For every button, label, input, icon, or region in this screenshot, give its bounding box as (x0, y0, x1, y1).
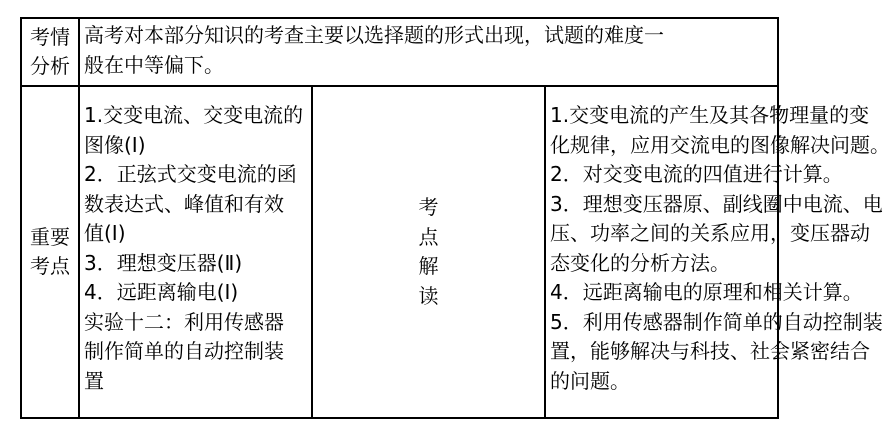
interpretation-line: 压、功率之间的关系应用，变压器动 (550, 221, 870, 245)
label-exam-analysis (21, 18, 79, 86)
row-key-points (21, 86, 778, 418)
content-line: 高考对本部分知识的考查主要以选择题的形式出现，试题的难度一 (84, 23, 664, 47)
content-line: 般在中等偏下。 (84, 52, 224, 77)
interpretation-line: 置，能够解决与科技、社会紧密结合 (550, 339, 870, 363)
label-point-interpretation (312, 86, 545, 418)
label-line: 重要 (30, 224, 70, 249)
sub-label-char: 读 (418, 283, 439, 308)
sub-label-char: 点 (418, 224, 439, 249)
key-point-line: 制作简单的自动控制装 (84, 339, 284, 363)
interpretation-line: 1.交变电流的产生及其各物理量的变 (550, 103, 870, 127)
row-exam-analysis (21, 18, 778, 86)
key-point-line: 2．正弦式交变电流的函 (84, 162, 297, 186)
label-line: 考点 (30, 254, 70, 278)
exam-analysis-table (20, 17, 890, 419)
label-key-points (21, 86, 79, 418)
label-line: 考情 (30, 24, 70, 49)
key-point-line: 3．理想变压器(Ⅱ) (84, 250, 243, 275)
interpretation-line: 的问题。 (550, 368, 630, 393)
key-point-line: 置 (84, 368, 104, 393)
sub-label-char: 考 (418, 195, 439, 219)
key-point-line: 数表达式、峰值和有效 (84, 191, 284, 216)
key-point-line: 图像(Ⅰ) (84, 132, 146, 157)
label-line: 分析 (30, 54, 70, 78)
key-point-line: 1.交变电流、交变电流的 (84, 103, 304, 127)
key-points-list (79, 86, 312, 418)
interpretation-line: 5．利用传感器制作简单的自动控制装 (550, 309, 883, 334)
sub-label-char: 解 (418, 254, 439, 278)
key-point-line: 值(Ⅰ) (84, 221, 126, 245)
interpretation-list (545, 86, 890, 418)
interpretation-line: 态变化的分析方法。 (550, 250, 730, 275)
interpretation-line: 4．远距离输电的原理和相关计算。 (550, 280, 863, 304)
interpretation-line: 3．理想变压器原、副线圈中电流、电 (550, 191, 883, 216)
interpretation-line: 2．对交变电流的四值进行计算。 (550, 162, 843, 186)
interpretation-line: 化规律，应用交流电的图像解决问题。 (550, 132, 890, 157)
key-point-line: 4．远距离输电(Ⅰ) (84, 280, 239, 304)
key-point-line: 实验十二：利用传感器 (84, 309, 284, 334)
exam-analysis-content (79, 18, 778, 86)
